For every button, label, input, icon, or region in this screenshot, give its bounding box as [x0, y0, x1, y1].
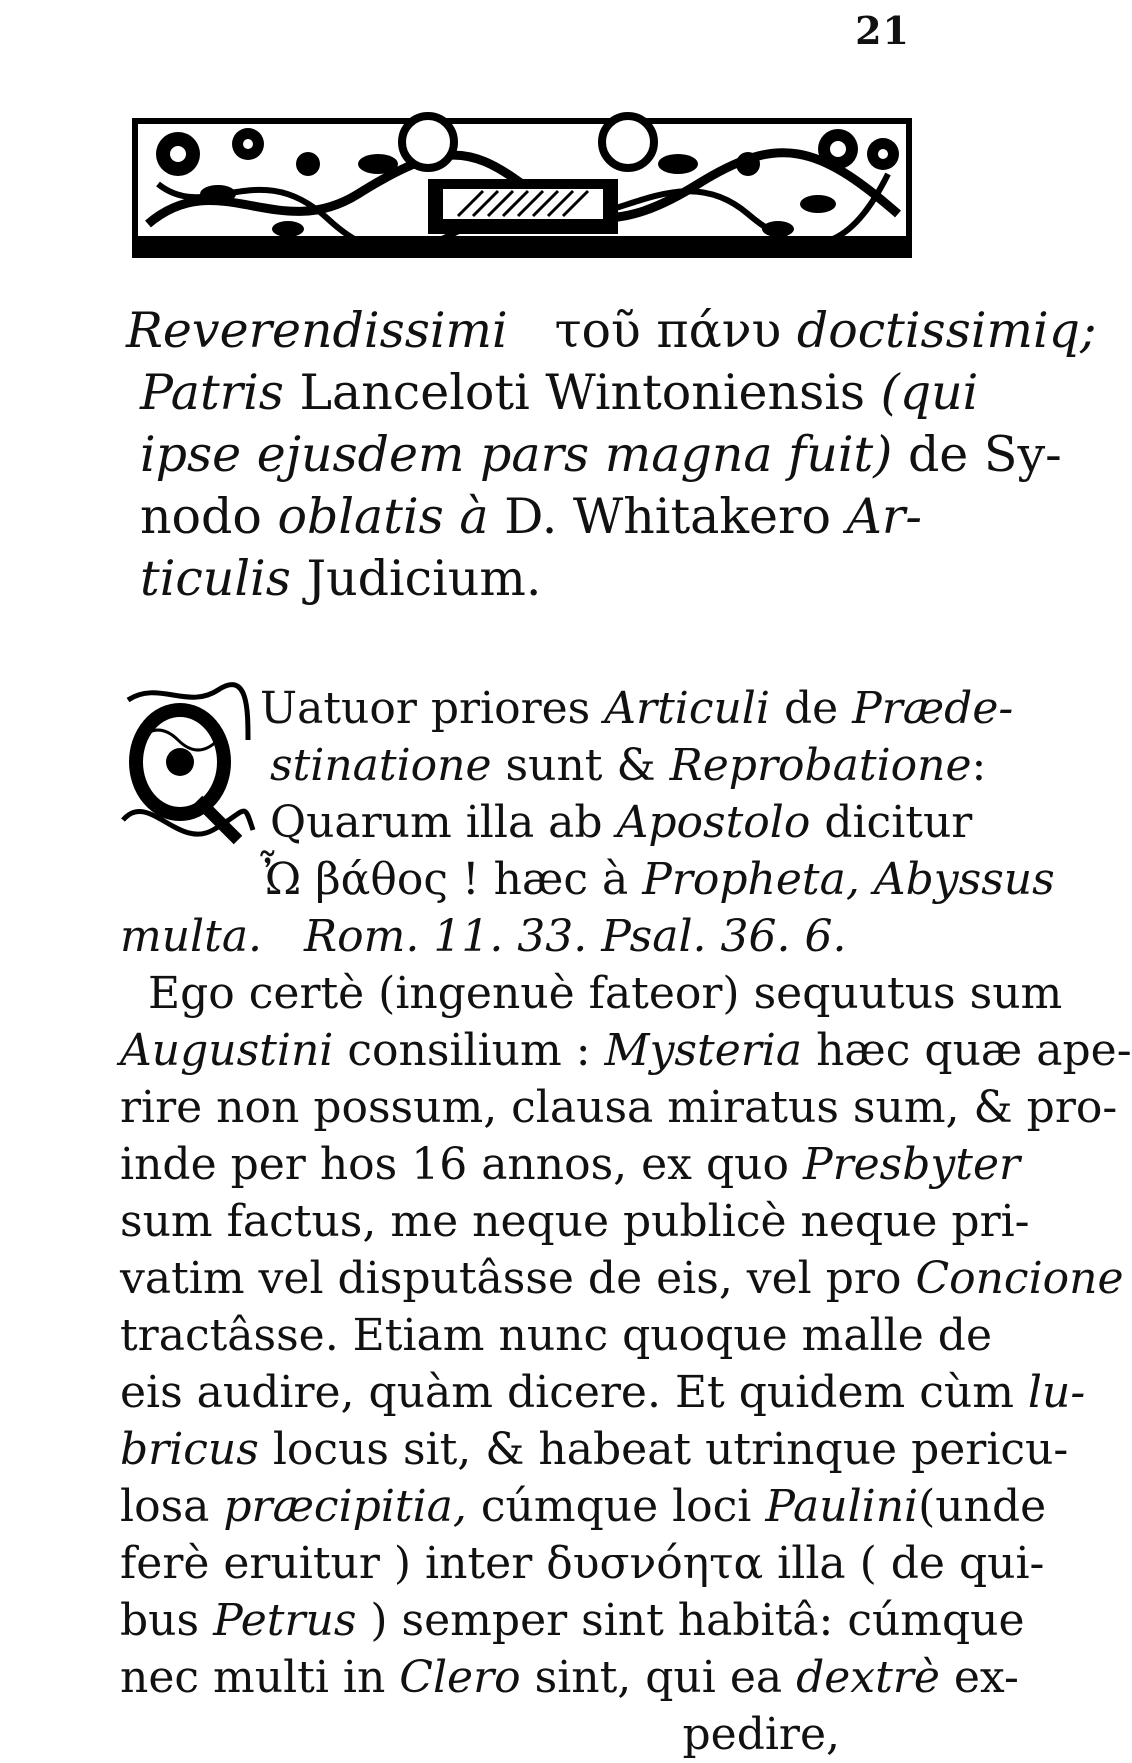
- title-word: de Sy-: [907, 426, 1062, 483]
- text-span: ! hæc à: [462, 854, 629, 905]
- title-word: oblatis à: [277, 488, 489, 545]
- text-span: hæc quæ ape-: [816, 1025, 1132, 1076]
- text-span: nec multi in: [120, 1652, 386, 1703]
- text-span: (unde: [918, 1481, 1047, 1532]
- text-span: Mysteria: [604, 1025, 803, 1076]
- text-span: rire non possum, clausa miratus sum, & pro-: [120, 1082, 1118, 1133]
- text-span: lu-: [1027, 1367, 1086, 1418]
- title-word: Judicium.: [306, 550, 542, 607]
- text-span: Reprobatione: [669, 740, 972, 791]
- title-word: ticulis: [140, 550, 291, 607]
- text-span: dicitur: [824, 797, 973, 848]
- text-span: bricus: [120, 1424, 259, 1475]
- text-span: Rom. 11. 33. Psal. 36. 6.: [304, 911, 847, 962]
- title-word: ipse ejusdem pars magna fuit): [140, 426, 893, 483]
- text-span: stinatione: [270, 740, 492, 791]
- text-span: consilium :: [347, 1025, 591, 1076]
- text-span: Presbyter: [802, 1139, 1021, 1190]
- title-word: nodo: [140, 488, 262, 545]
- text-span: Ὦ βάθος: [260, 854, 449, 905]
- body-text: [120, 680, 1132, 1763]
- text-span: dextrè: [796, 1652, 940, 1703]
- text-span: tractâsse. Etiam nunc quoque malle de: [120, 1310, 992, 1361]
- title-word: Reverendissimi: [126, 302, 508, 359]
- text-span: illa ( de qui-: [777, 1538, 1045, 1589]
- text-span: :: [971, 740, 987, 791]
- text-span: Petrus: [213, 1595, 357, 1646]
- text-span: de: [783, 683, 839, 734]
- text-span: Apostolo: [616, 797, 811, 848]
- text-span: cúmque loci: [480, 1481, 752, 1532]
- text-span: sunt &: [505, 740, 656, 791]
- text-span: eis audire, quàm dicere. Et quidem cùm: [120, 1367, 1014, 1418]
- text-span: locus sit, & habeat utrinque pericu-: [272, 1424, 1069, 1475]
- decorative-headpiece: [132, 118, 912, 258]
- title-word: (qui: [880, 364, 979, 421]
- floral-ornament-icon: [138, 124, 906, 252]
- text-span: Augustini: [120, 1025, 334, 1076]
- text-span: Concione: [915, 1253, 1124, 1304]
- text-span: sint, qui ea: [534, 1652, 783, 1703]
- text-span: ) semper sint habitâ: cúmque: [370, 1595, 1025, 1646]
- text-span: inde per hos 16 annos, ex quo: [120, 1139, 789, 1190]
- text-span: Præde-: [852, 683, 1014, 734]
- text-span: Uatuor priores: [260, 683, 591, 734]
- text-span: losa: [120, 1481, 210, 1532]
- text-span: ferè eruitur ) inter: [120, 1538, 533, 1589]
- article-title: [126, 300, 1097, 610]
- text-span: δυσνόητα: [546, 1538, 764, 1589]
- title-word: D. Whitakero: [504, 488, 831, 545]
- text-span: multa.: [120, 911, 263, 962]
- text-span: Propheta, Abyssus: [642, 854, 1055, 905]
- text-span: Clero: [399, 1652, 521, 1703]
- title-word: Patris: [140, 364, 284, 421]
- catchword: pedire,: [682, 1709, 840, 1760]
- text-span: Quarum illa ab: [270, 797, 603, 848]
- text-span: ex-: [953, 1652, 1019, 1703]
- text-span: vatim vel disputâsse de eis, vel pro: [120, 1253, 902, 1304]
- text-span: præcipitia,: [223, 1481, 467, 1532]
- title-word: Lanceloti Wintoniensis: [299, 364, 866, 421]
- title-greek: τοῦ πάνυ: [554, 302, 782, 359]
- page-number: 21: [855, 8, 910, 53]
- text-span: Ego certè (ingenuè fateor) sequutus sum: [148, 968, 1063, 1019]
- title-word: doctissimiq;: [796, 302, 1097, 359]
- text-span: bus: [120, 1595, 200, 1646]
- text-span: sum factus, me neque publicè neque pri-: [120, 1196, 1030, 1247]
- text-span: Articuli: [604, 683, 770, 734]
- title-word: Ar-: [846, 488, 922, 545]
- text-span: Paulini: [765, 1481, 919, 1532]
